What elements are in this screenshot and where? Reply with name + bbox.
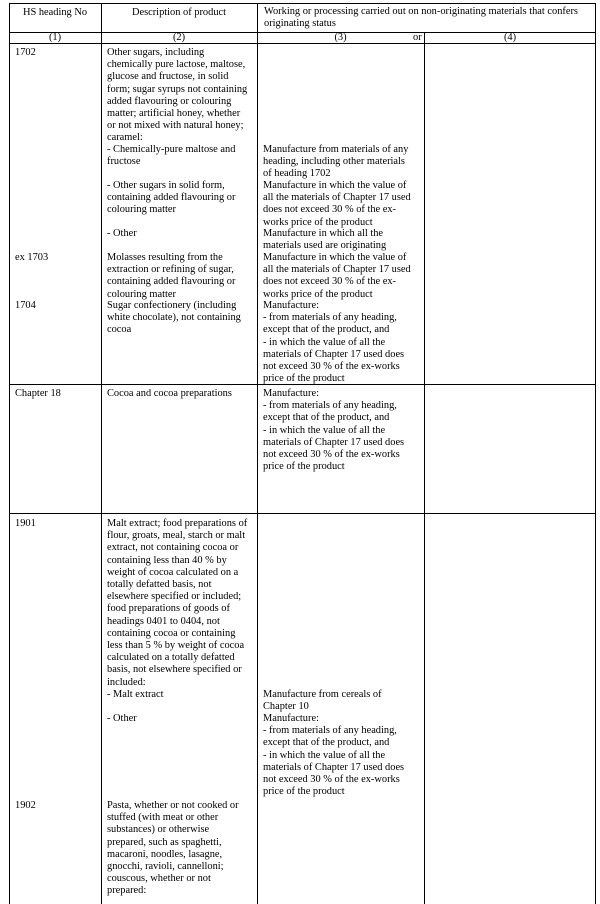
- hs-code-1901: 1901: [15, 518, 36, 529]
- rule-1702-maltose: Manufacture from materials of any heading, including other materials of heading 1702: [263, 144, 409, 180]
- description-1702: Other sugars, including chemically pure lactose, maltose, glucose and fructose, in solid form; sugar syrups not containing added flavouring or colouring matter; artificial honey, whether or not mixed with natural honey; caramel:: [107, 47, 248, 144]
- description-1702-other-sugars: - Other sugars in solid form, containing added flavouring or colouring matter: [107, 180, 236, 216]
- table-top-border: [9, 3, 596, 4]
- header-hs-heading: HS heading No: [22, 7, 88, 18]
- rule-1901-other: Manufacture: - from materials of any heading, except that of the product, and - in which the value of all the materials of Chapter 17 used does not exceed 30 % of the ex-works price of the product: [263, 713, 405, 798]
- description-chapter-18: Cocoa and cocoa preparations: [107, 388, 232, 399]
- column-or-label: or: [413, 32, 422, 43]
- description-1901-malt-extract: - Malt extract: [107, 689, 164, 700]
- border-left: [9, 3, 10, 904]
- hs-code-1702: 1702: [15, 47, 36, 58]
- header-working-processing: Working or processing carried out on non-originating materials that confers originating status: [264, 6, 578, 30]
- row-divider-1901: [9, 513, 596, 514]
- hs-code-chapter-18: Chapter 18: [15, 388, 61, 399]
- column-number-4: (4): [503, 32, 517, 43]
- rule-1702-other: Manufacture in which all the materials used are originating: [263, 228, 387, 252]
- rule-1704: Manufacture: - from materials of any heading, except that of the product, and - in which the value of all the materials of Chapter 17 used does not exceed 30 % of the ex-works price of the product: [263, 300, 405, 385]
- description-1704: Sugar confectionery (including white chocolate), not containing cocoa: [107, 300, 241, 336]
- column-number-2: (2): [172, 32, 186, 43]
- description-1702-other: - Other: [107, 228, 137, 239]
- column-number-1: (1): [48, 32, 62, 43]
- column-number-3: (3): [334, 32, 347, 43]
- border-right: [595, 3, 596, 904]
- border-col2-col3: [257, 3, 258, 904]
- rule-1702-other-sugars: Manufacture in which the value of all the materials of Chapter 17 used does not exceed 30 % of the ex- works price of the product: [263, 180, 411, 228]
- hs-code-ex1703: ex 1703: [15, 252, 49, 263]
- description-1901-other: - Other: [107, 713, 137, 724]
- rule-ex1703: Manufacture in which the value of all the materials of Chapter 17 used does not exceed 30 % of the ex- works price of the product: [263, 252, 411, 300]
- border-col3-col4: [424, 32, 425, 904]
- border-col1-col2: [101, 3, 102, 904]
- hs-code-1704: 1704: [15, 300, 36, 311]
- rule-chapter-18: Manufacture: - from materials of any heading, except that of the product, and - in which the value of all the materials of Chapter 17 used does not exceed 30 % of the ex-works price of the product: [263, 388, 405, 473]
- header-description: Description of product: [131, 7, 227, 18]
- hs-code-1902: 1902: [15, 800, 36, 811]
- description-1702-maltose: - Chemically-pure maltose and fructose: [107, 144, 236, 168]
- rule-1901-malt-extract: Manufacture from cereals of Chapter 10: [263, 689, 382, 713]
- description-1902: Pasta, whether or not cooked or stuffed (with meat or other substances) or otherwise prepared, such as spaghetti, macaroni, noodles, lasagne, gnocchi, ravioli, cannelloni; couscous, whether or not prepared:: [107, 800, 239, 897]
- description-1901: Malt extract; food preparations of flour, groats, meal, starch or malt extract, not containing cocoa or containing less than 40 % by weight of cocoa calculated on a totally defatted basis, not elsewhere specified or included; food preparations of goods of headings 0401 to 0404, not containing cocoa or containing less than 5 % by weight of cocoa calculated on a totally defatted basis, not elsewhere specified or included:: [107, 518, 248, 688]
- description-ex1703: Molasses resulting from the extraction or refining of sugar, containing added flavouring or colouring matter: [107, 252, 236, 300]
